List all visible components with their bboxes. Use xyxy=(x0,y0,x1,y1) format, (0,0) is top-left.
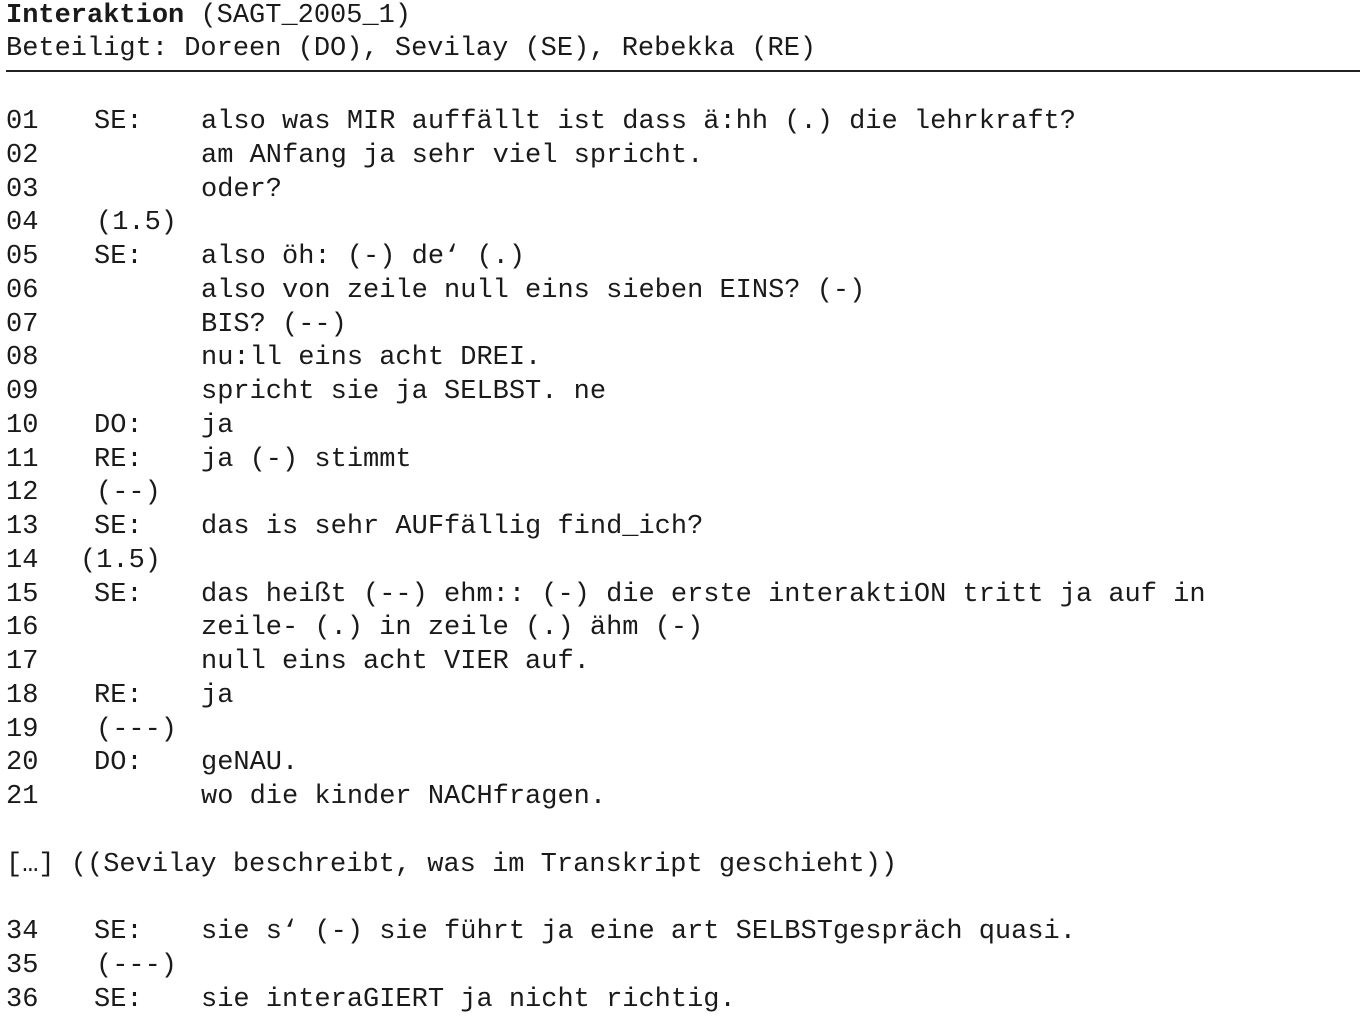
speaker-label: SE: xyxy=(94,107,143,137)
line-number: 35 xyxy=(6,950,39,981)
speaker-label: DO: xyxy=(94,410,143,441)
line-number: 19 xyxy=(6,714,39,745)
line-number: 13 xyxy=(6,512,39,542)
line-number: 04 xyxy=(6,208,39,239)
pause-marker: (1.5) xyxy=(96,208,178,239)
transcript-line xyxy=(6,747,1360,781)
transcript-block-2 xyxy=(6,916,1360,1017)
line-number: 16 xyxy=(6,613,39,644)
transcript-line xyxy=(6,545,1360,579)
utterance-text: oder? xyxy=(201,174,283,205)
utterance-text: sie interaGIERT ja nicht richtig. xyxy=(201,984,736,1015)
line-number: 01 xyxy=(6,107,39,137)
transcript-line xyxy=(6,376,1360,410)
transcript-line xyxy=(6,275,1360,309)
transcript-line xyxy=(6,612,1360,646)
utterance-text: null eins acht VIER auf. xyxy=(201,647,590,677)
line-number: 36 xyxy=(6,984,39,1015)
utterance-text: ja xyxy=(201,410,234,441)
transcript-body xyxy=(6,106,1360,1017)
utterance-text: spricht sie ja SELBST. ne xyxy=(201,377,607,407)
utterance-text: zeile- (.) in zeile (.) ähm (-) xyxy=(201,613,704,644)
line-number: 08 xyxy=(6,343,39,374)
utterance-text: also was MIR auffällt ist dass ä:hh (.) die lehrkraft? xyxy=(201,107,1076,137)
utterance-text: das is sehr AUFfällig find_ich? xyxy=(201,512,704,542)
utterance-text: BIS? (--) xyxy=(201,309,347,340)
transcript-line xyxy=(6,950,1360,984)
line-number: 20 xyxy=(6,748,39,779)
transcript-line xyxy=(6,579,1360,613)
line-number: 17 xyxy=(6,647,39,677)
interaction-id: (SAGT_2005_1) xyxy=(184,1,412,31)
line-number: 14 xyxy=(6,545,39,576)
pause-marker: (1.5) xyxy=(80,545,162,576)
line-number: 06 xyxy=(6,275,39,306)
transcript-line xyxy=(6,781,1360,815)
speaker-label: RE: xyxy=(94,680,143,711)
line-number: 02 xyxy=(6,140,39,171)
transcript-line xyxy=(6,241,1360,275)
header-divider xyxy=(6,70,1360,72)
line-number: 07 xyxy=(6,309,39,340)
speaker-label: SE: xyxy=(94,242,143,272)
pause-marker: (---) xyxy=(96,950,178,981)
interaction-title: Interaktion xyxy=(6,1,185,31)
line-number: 15 xyxy=(6,579,39,610)
utterance-text: ja (-) stimmt xyxy=(201,444,412,475)
transcript-header xyxy=(6,0,1360,66)
pause-marker: (---) xyxy=(96,714,178,745)
transcript-line xyxy=(6,680,1360,714)
utterance-text: sie s‘ (-) sie führt ja eine art SELBSTgespräch quasi. xyxy=(201,917,1076,947)
utterance-text: geNAU. xyxy=(201,748,299,779)
speaker-label: SE: xyxy=(94,917,143,947)
line-number: 34 xyxy=(6,917,39,947)
header-title-line xyxy=(6,0,1360,33)
transcript-line xyxy=(6,511,1360,545)
transcript-line xyxy=(6,714,1360,748)
omission-note: […] ((Sevilay beschreibt, was im Transkript geschieht)) xyxy=(6,849,898,880)
transcript-block-1 xyxy=(6,106,1360,815)
line-number: 12 xyxy=(6,478,39,509)
participants-line: Beteiligt: Doreen (DO), Sevilay (SE), Rebekka (RE) xyxy=(6,34,817,64)
transcript-line xyxy=(6,342,1360,376)
line-number: 18 xyxy=(6,680,39,711)
line-number: 03 xyxy=(6,174,39,205)
omission-note-row xyxy=(6,849,1360,883)
transcript-line xyxy=(6,207,1360,241)
transcript-line xyxy=(6,174,1360,208)
transcript-line xyxy=(6,444,1360,478)
transcript-line xyxy=(6,309,1360,343)
utterance-text: also öh: (-) de‘ (.) xyxy=(201,242,526,272)
transcript-line xyxy=(6,916,1360,950)
speaker-label: SE: xyxy=(94,512,143,542)
utterance-text: das heißt (--) ehm:: (-) die erste interaktiON tritt ja auf in xyxy=(201,579,1206,610)
line-number: 11 xyxy=(6,444,39,475)
transcript-line xyxy=(6,410,1360,444)
transcript-line xyxy=(6,106,1360,140)
transcript-line xyxy=(6,646,1360,680)
pause-marker: (--) xyxy=(96,478,161,509)
line-number: 09 xyxy=(6,377,39,407)
utterance-text: am ANfang ja sehr viel spricht. xyxy=(201,140,704,171)
line-number: 10 xyxy=(6,410,39,441)
transcript-line xyxy=(6,477,1360,511)
utterance-text: ja xyxy=(201,680,234,711)
transcript-line xyxy=(6,140,1360,174)
utterance-text: wo die kinder NACHfragen. xyxy=(201,782,607,812)
spacer xyxy=(6,815,1360,849)
spacer xyxy=(6,882,1360,916)
utterance-text: also von zeile null eins sieben EINS? (-) xyxy=(201,275,866,306)
speaker-label: RE: xyxy=(94,444,143,475)
line-number: 05 xyxy=(6,242,39,272)
utterance-text: nu:ll eins acht DREI. xyxy=(201,343,542,374)
speaker-label: DO: xyxy=(94,748,143,779)
speaker-label: SE: xyxy=(94,984,143,1015)
speaker-label: SE: xyxy=(94,579,143,610)
transcript-line xyxy=(6,984,1360,1018)
line-number: 21 xyxy=(6,782,39,812)
